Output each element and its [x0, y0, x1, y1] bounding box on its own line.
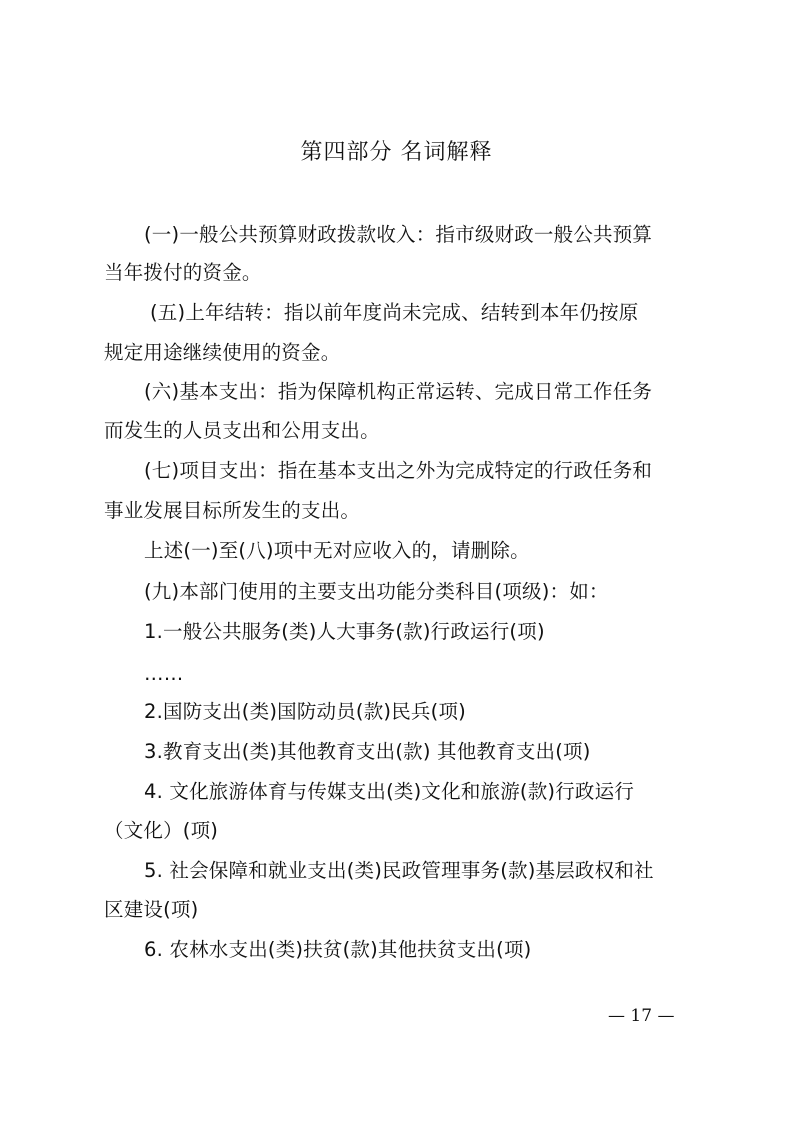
- text-line-10: (九)本部门使用的主要支出功能分类科目(项级)：如：: [144, 580, 609, 603]
- text-line-15: 4. 文化旅游体育与传媒支出(类)文化和旅游(款)行政运行: [144, 780, 635, 803]
- section-title: 第四部分 名词解释: [300, 140, 493, 165]
- text-line-11: 1.一般公共服务(类)人大事务(款)行政运行(项): [144, 620, 545, 643]
- text-line-14: 3.教育支出(类)其他教育支出(款) 其他教育支出(项): [144, 740, 591, 763]
- text-line-18: 区建设(项): [104, 898, 199, 921]
- text-line-4: 规定用途继续使用的资金。: [104, 341, 341, 364]
- text-line-19: 6. 农林水支出(类)扶贫(款)其他扶贫支出(项): [144, 938, 532, 961]
- ellipsis-line: ……: [144, 662, 184, 685]
- page-number: — 17 —: [608, 1006, 675, 1026]
- text-line-1: (一)一般公共预算财政拨款收入：指市级财政一般公共预算: [144, 223, 653, 246]
- text-line-5: (六)基本支出：指为保障机构正常运转、完成日常工作任务: [144, 380, 653, 403]
- text-line-6: 而发生的人员支出和公用支出。: [104, 419, 380, 442]
- text-line-7: (七)项目支出：指在基本支出之外为完成特定的行政任务和: [144, 459, 653, 482]
- text-line-9: 上述(一)至(八)项中无对应收入的，请删除。: [144, 539, 530, 562]
- text-line-13: 2.国防支出(类)国防动员(款)民兵(项): [144, 700, 466, 723]
- text-line-2: 当年拨付的资金。: [104, 261, 262, 284]
- text-line-3: (五)上年结转：指以前年度尚未完成、结转到本年仍按原: [150, 301, 639, 324]
- text-line-16: （文化）(项): [104, 819, 219, 842]
- text-line-8: 事业发展目标所发生的支出。: [104, 499, 361, 522]
- text-line-17: 5. 社会保障和就业支出(类)民政管理事务(款)基层政权和社: [144, 859, 654, 882]
